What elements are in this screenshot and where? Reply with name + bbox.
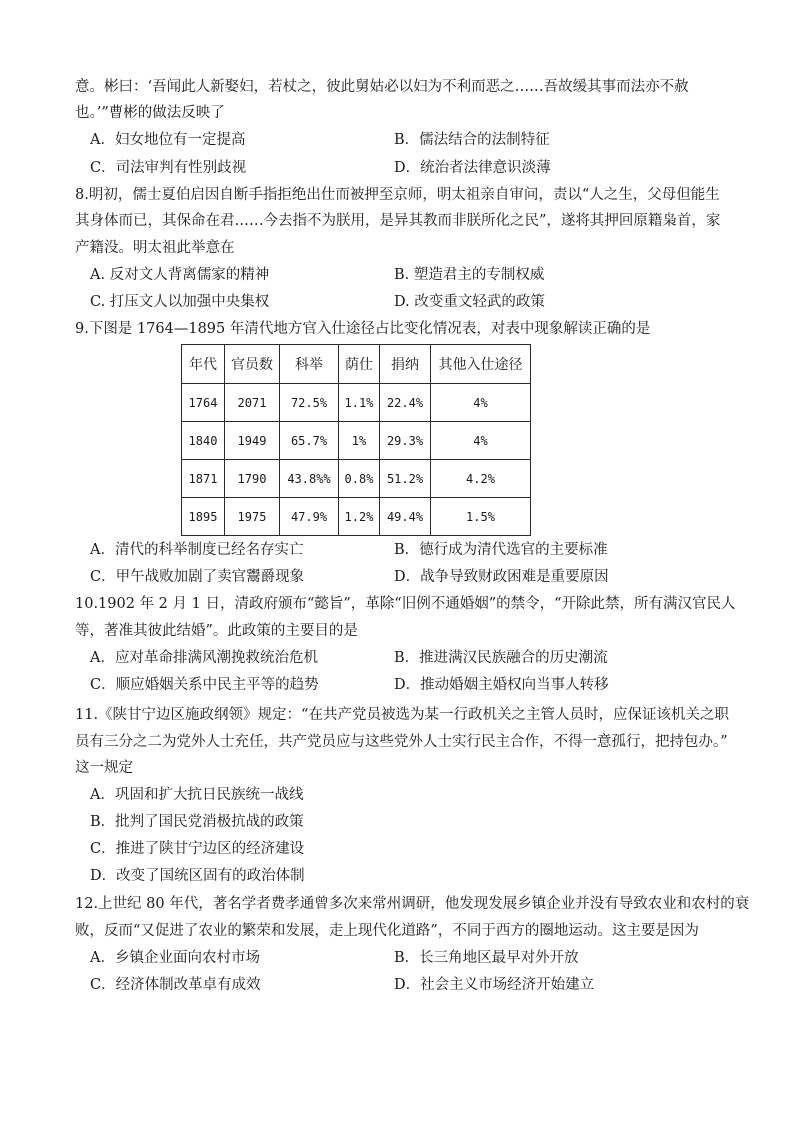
q9-option-b: B．德行成为清代选官的主要标准 <box>394 542 608 558</box>
table-header-cell: 其他入仕途径 <box>431 345 531 384</box>
q7-text-line-1: 意。彬曰：‘吾闻此人新娶妇，若杖之，彼此舅姑必以妇为不利而恶之……吾故缓其事而法亦不赦 <box>75 79 689 95</box>
q7-option-a: A．妇女地位有一定提高 <box>90 132 246 148</box>
table-cell: 47.9% <box>280 498 339 536</box>
table-cell: 1975 <box>225 498 280 536</box>
q7-option-b: B．儒法结合的法制特征 <box>394 132 550 148</box>
q11-option-a: A．巩固和扩大抗日民族统一战线 <box>90 787 304 803</box>
q10-option-d: D．推动婚姻主婚权向当事人转移 <box>394 677 609 693</box>
q12-text-line-1: 12.上世纪 80 年代，著名学者费孝通曾多次来常州调研，他发现发展乡镇企业并没有导致农业和农村的衰 <box>75 896 750 912</box>
table-cell: 1790 <box>225 460 280 498</box>
table-cell: 1871 <box>182 460 225 498</box>
q7-text-line-2: 也。’”曹彬的做法反映了 <box>75 105 225 121</box>
q9-option-c: C．甲午战败加剧了卖官鬻爵现象 <box>90 569 305 585</box>
table-cell: 0.8% <box>339 460 380 498</box>
table-header-cell: 捐纳 <box>380 345 431 384</box>
q12-option-d: D．社会主义市场经济开始建立 <box>394 977 595 993</box>
q9-text-line-1: 9.下图是 1764—1895 年清代地方官入仕途径占比变化情况表，对表中现象解读正确的是 <box>75 321 651 337</box>
table-header-cell: 官员数 <box>225 345 280 384</box>
q8-option-d: D. 改变重文轻武的政策 <box>394 294 545 310</box>
table-header-cell: 荫仕 <box>339 345 380 384</box>
q8-text-line-3: 产籍没。明太祖此举意在 <box>75 240 235 256</box>
table-cell: 43.8%% <box>280 460 339 498</box>
table-cell: 1949 <box>225 422 280 460</box>
table-row <box>182 384 531 422</box>
q10-option-a: A．应对革命排满风潮挽救统治危机 <box>90 650 318 666</box>
table-row <box>182 460 531 498</box>
table-cell: 72.5% <box>280 384 339 422</box>
q8-text-line-1: 8.明初，儒士夏伯启因自断手指拒绝出仕而被押至京师，明太祖亲自审问，责以“人之生，父母但能生 <box>75 187 720 203</box>
q8-option-b: B. 塑造君主的专制权威 <box>394 267 545 283</box>
table-row <box>182 422 531 460</box>
table-cell: 4% <box>431 422 531 460</box>
q11-text-line-2: 员有三分之二为党外人士充任，共产党员应与这些党外人士实行民主合作，不得一意孤行，把持包办。” <box>75 734 728 750</box>
q9-option-a: A．清代的科举制度已经名存实亡 <box>90 542 304 558</box>
q11-option-b: B．批判了国民党消极抗战的政策 <box>90 814 304 830</box>
q10-option-c: C．顺应婚姻关系中民主平等的趋势 <box>90 677 319 693</box>
table-cell: 29.3% <box>380 422 431 460</box>
table-cell: 1895 <box>182 498 225 536</box>
table-cell: 1.1% <box>339 384 380 422</box>
q7-option-c: C．司法审判有性别歧视 <box>90 160 247 176</box>
table-cell: 1% <box>339 422 380 460</box>
q10-option-b: B．推进满汉民族融合的历史潮流 <box>394 650 608 666</box>
q8-option-a: A. 反对文人背离儒家的精神 <box>90 267 270 283</box>
q12-option-a: A．乡镇企业面向农村市场 <box>90 950 260 966</box>
table-cell: 65.7% <box>280 422 339 460</box>
q11-option-d: D．改变了国统区固有的政治体制 <box>90 868 305 884</box>
table-cell: 2071 <box>225 384 280 422</box>
q11-text-line-3: 这一规定 <box>75 760 133 776</box>
table-cell: 1.2% <box>339 498 380 536</box>
q7-option-d: D．统治者法律意识淡薄 <box>394 160 551 176</box>
q8-option-c: C. 打压文人以加强中央集权 <box>90 294 270 310</box>
table-cell: 1764 <box>182 384 225 422</box>
table-header-cell: 年代 <box>182 345 225 384</box>
q11-text-line-1: 11.《陕甘宁边区施政纲领》规定：“在共产党员被选为某一行政机关之主管人员时，应保证该机关之职 <box>75 707 729 723</box>
q10-text-line-2: 等，著准其彼此结婚”。此政策的主要目的是 <box>75 623 358 639</box>
table-cell: 49.4% <box>380 498 431 536</box>
q9-option-d: D．战争导致财政困难是重要原因 <box>394 569 609 585</box>
q12-option-b: B．长三角地区最早对外开放 <box>394 950 579 966</box>
table-header-cell: 科举 <box>280 345 339 384</box>
table-cell: 4% <box>431 384 531 422</box>
q10-text-line-1: 10.1902 年 2 月 1 日，清政府颁布“懿旨”，革除“旧例不通婚姻”的禁令，“开除此禁，所有满汉官民人 <box>75 596 736 612</box>
q12-option-c: C．经济体制改革卓有成效 <box>90 977 261 993</box>
table-cell: 1840 <box>182 422 225 460</box>
official-entry-table <box>181 344 531 536</box>
table-header-row <box>182 345 531 384</box>
table-cell: 1.5% <box>431 498 531 536</box>
table-cell: 51.2% <box>380 460 431 498</box>
q11-option-c: C．推进了陕甘宁边区的经济建设 <box>90 841 305 857</box>
q12-text-line-2: 败，反而“又促进了农业的繁荣和发展，走上现代化道路”，不同于西方的圈地运动。这主要是因为 <box>75 923 699 939</box>
table-row <box>182 498 531 536</box>
q8-text-line-2: 其身体而已，其保命在君……今去指不为朕用，是异其教而非朕所化之民”，遂将其押回原籍枭首，家 <box>75 213 721 229</box>
table-cell: 22.4% <box>380 384 431 422</box>
table-cell: 4.2% <box>431 460 531 498</box>
